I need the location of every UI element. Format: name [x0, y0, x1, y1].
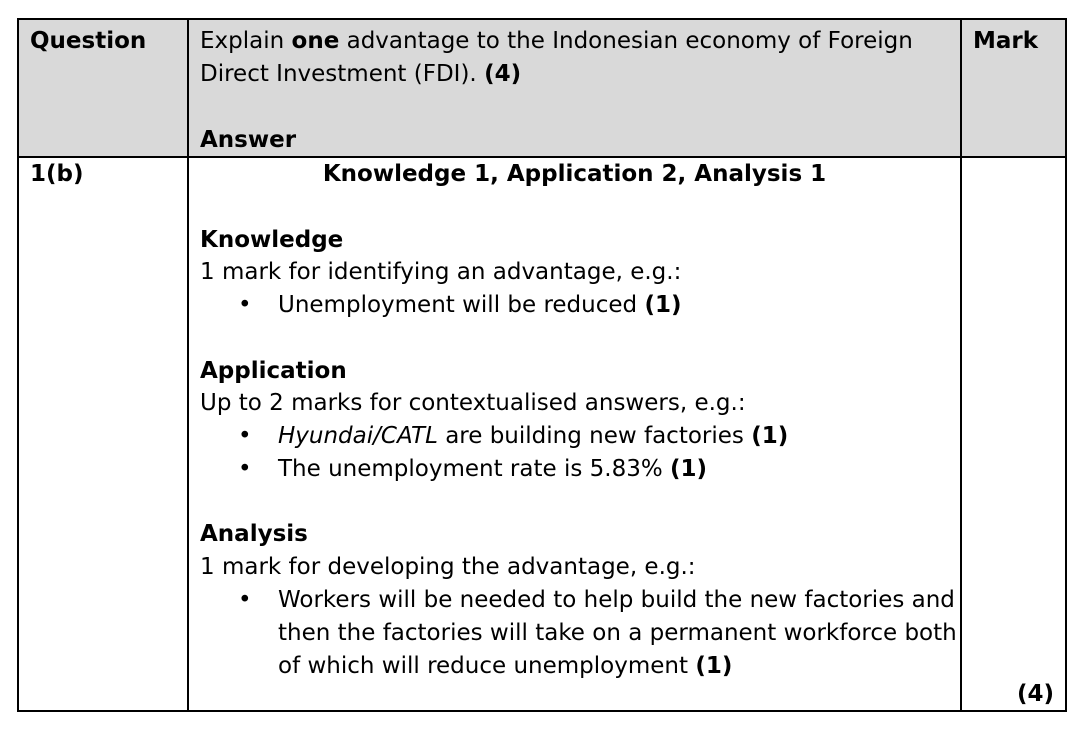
question-emphasis: one	[291, 28, 340, 54]
question-column-header: Question	[30, 28, 147, 54]
column-divider-2	[960, 20, 962, 710]
knowledge-intro: 1 mark for identifying an advantage, e.g.:	[200, 259, 682, 285]
question-text-part: Explain	[200, 28, 292, 54]
application-intro: Up to 2 marks for contextualised answers, e.g.:	[200, 390, 746, 416]
bullet-mark: (1)	[670, 456, 708, 482]
question-text-part: advantage to the Indonesian economy of Foreign	[339, 28, 913, 54]
question-number: 1(b)	[30, 161, 84, 187]
knowledge-heading: Knowledge	[200, 227, 344, 253]
analysis-heading: Analysis	[200, 521, 308, 547]
company-names: Hyundai/CATL	[278, 423, 438, 449]
mark-column-header: Mark	[973, 28, 1039, 54]
question-marks: (4)	[484, 61, 522, 87]
application-bullet-1	[278, 420, 788, 453]
bullet-icon: •	[238, 423, 252, 449]
question-text-line-2	[200, 58, 521, 91]
mark-total: (4)	[1016, 681, 1054, 707]
question-text-part: Direct Investment (FDI).	[200, 61, 485, 87]
analysis-bullet-line-2: then the factories will take on a permanent workforce both	[278, 620, 957, 646]
bullet-icon: •	[238, 456, 252, 482]
marks-breakdown: Knowledge 1, Application 2, Analysis 1	[322, 161, 827, 187]
bullet-text: of which will reduce unemployment	[278, 653, 696, 679]
analysis-intro: 1 mark for developing the advantage, e.g.:	[200, 554, 696, 580]
column-divider-1	[187, 20, 189, 710]
bullet-mark: (1)	[644, 292, 682, 318]
bullet-text: Unemployment will be reduced	[278, 292, 645, 318]
bullet-icon: •	[238, 292, 252, 318]
bullet-text: are building new factories	[437, 423, 752, 449]
bullet-icon: •	[238, 587, 252, 613]
analysis-bullet-line-3	[278, 650, 732, 683]
knowledge-bullet-1	[278, 289, 681, 322]
application-heading: Application	[200, 358, 347, 384]
bullet-text: The unemployment rate is 5.83%	[278, 456, 671, 482]
analysis-bullet-line-1: Workers will be needed to help build the new factories and	[278, 587, 955, 613]
bullet-mark: (1)	[695, 653, 733, 679]
question-text-line-1	[200, 25, 913, 58]
mark-scheme-table	[17, 18, 1067, 712]
bullet-mark: (1)	[751, 423, 789, 449]
application-bullet-2	[278, 453, 707, 486]
answer-column-header: Answer	[200, 127, 297, 153]
